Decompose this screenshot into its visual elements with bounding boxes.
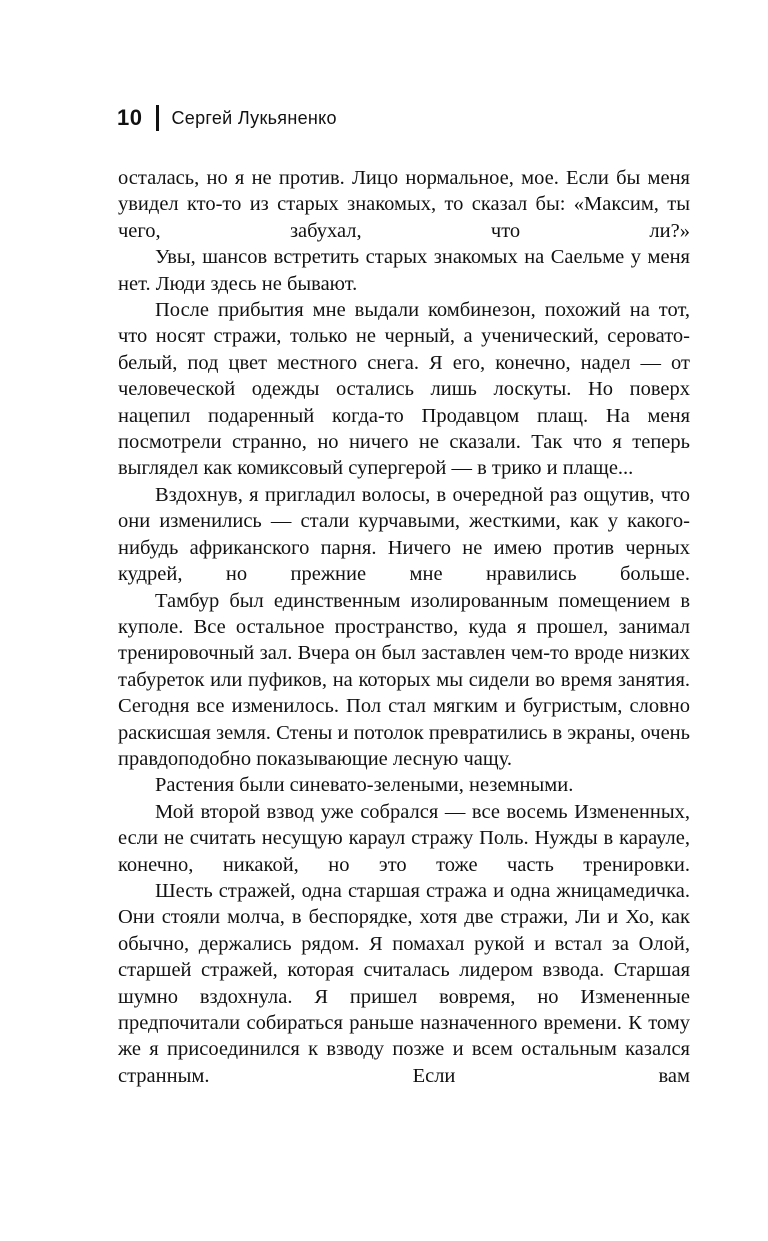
body-text [118, 165, 690, 1089]
paragraph: осталась, но я не против. Лицо нормальное, мое. Если бы меня увидел кто-то из старых знакомых, то сказал бы: «Максим, ты чего, забухал, что ли?» [118, 167, 690, 242]
paragraph: Вздохнув, я пригладил волосы, в очередной раз ощутив, что они изменились — стали курчавыми, жесткими, как у какого-нибудь африканского парня. Ничего не имею против черных кудрей, но прежние мне нравились больше. [118, 483, 690, 586]
paragraph: Растения были синевато-зелеными, неземными. [155, 774, 574, 797]
running-head: Сергей Лукьяненко [171, 107, 337, 128]
page-header [117, 100, 337, 136]
paragraph: После прибытия мне выдали комбинезон, похожий на тот, что носят стражи, только не черный, а ученический, серовато-белый, под цвет местного снега. Я его, конечно, надел — от человеческой одежды остались лишь лоскуты. Но поверх нацепил подаренный когда-то Продавцом плащ. На меня посмотрели странно, но ничего не сказали. Так что я теперь выглядел как комиксовый супергерой — в трико и плаще... [118, 299, 690, 480]
page-number: 10 [117, 105, 143, 130]
paragraph: Тамбур был единственным изолированным помещением в куполе. Все остальное пространство, куда я прошел, занимал тренировочный зал. Вчера он был заставлен чем-то вроде низких табуреток или пуфиков, на которых мы сидели во время занятия. Сегодня все изменилось. Пол стал мягким и бугристым, словно раскисшая земля. Стены и потолок превратились в экраны, очень правдоподобно показывающие лесную чащу. [118, 589, 690, 770]
header-divider [156, 105, 159, 131]
paragraph: Увы, шансов встретить старых знакомых на Саельме у меня нет. Люди здесь не бывают. [118, 246, 690, 295]
paragraph: Мой второй взвод уже собрался — все восемь Измененных, если не считать несущую караул стражу Поль. Нужды в карауле, конечно, никакой, но это тоже часть тренировки. [118, 800, 690, 876]
paragraph: Шесть стражей, одна старшая стража и одна жницамедичка. Они стояли молча, в беспорядке, хотя две стражи, Ли и Хо, как обычно, держались рядом. Я помахал рукой и встал за Олой, старшей стражей, которая считалась лидером взвода. Старшая шумно вздохнула. Я пришел вовремя, но Измененные предпочитали собираться раньше назначенного времени. К тому же я присоединился к взводу позже и всем остальным казался странным. Если вам [118, 879, 690, 1087]
